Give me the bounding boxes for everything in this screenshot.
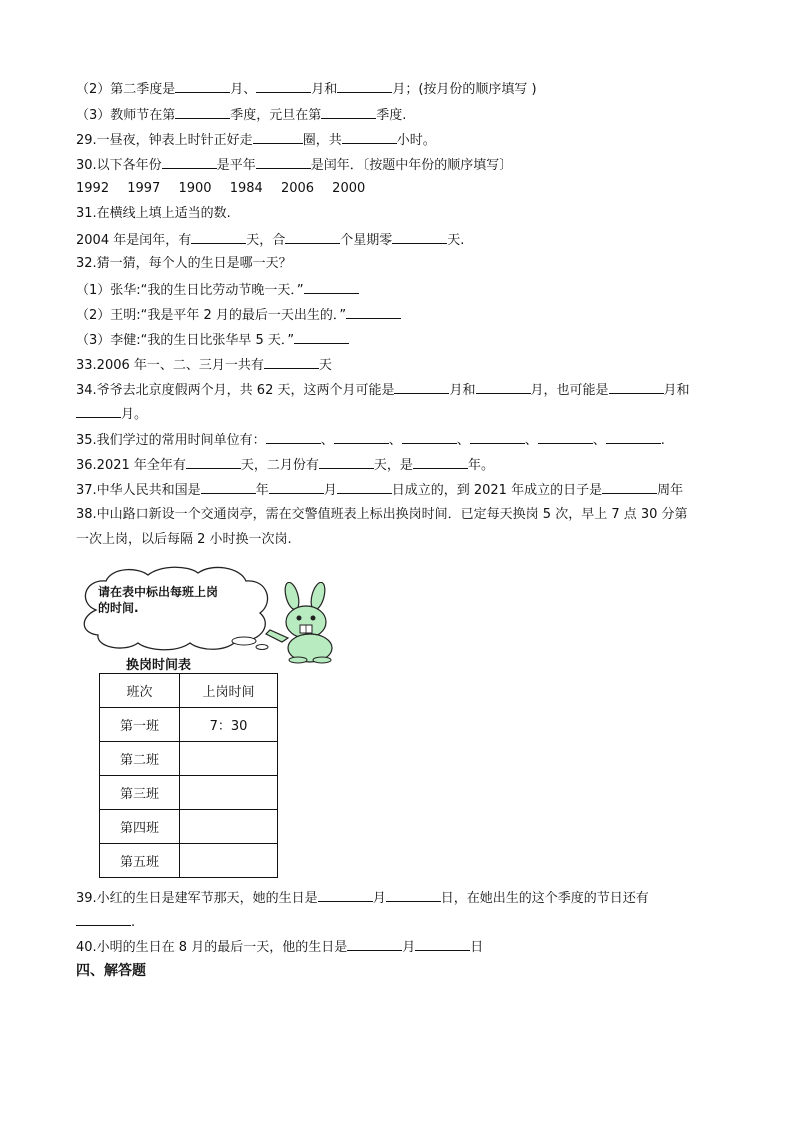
text: 年 [255,483,269,498]
year: 1992 [76,181,110,196]
answer-blank[interactable] [415,938,470,951]
text: 29.一昼夜，钟表上时针正好走 [76,133,253,148]
shift-cell: 第二班 [100,742,180,776]
text: 月。 [121,407,148,422]
table-row [100,708,278,742]
text: 39.小红的生日是建军节那天，她的生日是 [76,891,318,906]
question-29 [76,131,436,149]
section-heading: 四、解答题 [76,963,146,979]
answer-blank[interactable] [470,431,525,444]
table-row [100,810,278,844]
text: 天，是 [373,458,413,473]
text: （1）张华:“我的生日比劳动节晚一天．” [76,283,304,298]
text: 季度，元旦在第 [230,108,322,123]
table-row [100,742,278,776]
text: 33.2006 年一、二、三月一共有 [76,358,264,373]
year-list [76,181,365,197]
text: 月 [402,940,416,955]
shift-cell: 第一班 [100,708,180,742]
answer-blank[interactable] [76,405,121,418]
answer-blank[interactable] [402,431,457,444]
answer-blank[interactable] [337,80,392,93]
text: 35.我们学过的常用时间单位有： [76,433,266,448]
text: 40.小明的生日在 8 月的最后一天，他的生日是 [76,940,348,955]
answer-blank[interactable] [476,381,531,394]
time-cell[interactable] [180,844,278,878]
text: 月，也可能是 [530,383,609,398]
question-32-2 [76,306,401,324]
question-37 [76,481,683,499]
text: 36.2021 年全年有 [76,458,186,473]
answer-blank[interactable] [342,131,397,144]
answer-blank[interactable] [162,156,217,169]
text: （2）第二季度是 [76,82,176,97]
question-34 [76,381,690,399]
text: 月和 [311,82,338,97]
question-31-body [76,231,464,249]
answer-blank[interactable] [392,231,447,244]
text: 天. [447,233,465,248]
year: 2006 [280,181,315,196]
shift-table [99,673,278,878]
answer-blank[interactable] [253,131,303,144]
text: 月和 [449,383,476,398]
question-38-cont: 一次上岗，以后每隔 2 小时换一次岗. [76,532,292,547]
answer-blank[interactable] [386,889,441,902]
time-cell[interactable] [180,742,278,776]
text: 日 [470,940,484,955]
answer-blank[interactable] [175,106,230,119]
text: 是闰年．〔按题中年份的顺序填写〕 [310,158,513,173]
text: 天，二月份有 [240,458,319,473]
text: 月；(按月份的顺序填写 ) [392,82,537,97]
text: . [131,915,136,930]
text: 日成立的，到 2021 年成立的日子是 [391,483,603,498]
answer-blank[interactable] [304,281,359,294]
time-cell[interactable] [180,776,278,810]
rabbit-illustration [262,582,354,664]
question-30 [76,156,512,174]
answer-blank[interactable] [266,431,321,444]
year: 2000 [332,181,366,196]
question-34-cont [76,405,147,423]
answer-blank[interactable] [346,306,401,319]
text: 年。 [467,458,494,473]
answer-blank[interactable] [538,431,593,444]
text: 34.爷爷去北京度假两个月，共 62 天，这两个月可能是 [76,383,395,398]
question-3-sub [76,106,406,124]
text: 2004 年是闰年，有 [76,233,192,248]
answer-blank[interactable] [609,381,664,394]
question-38: 38.中山路口新设一个交通岗亭，需在交警值班表上标出换岗时间．已定每天换岗 5 次，早上 7 点 30 分第 [76,507,688,522]
answer-blank[interactable] [319,456,374,469]
question-33 [76,356,332,374]
question-31: 31.在横线上填上适当的数. [76,206,231,221]
year: 1984 [229,181,263,196]
text: 日，在她出生的这个季度的节日还有 [440,891,649,906]
text: 月 [372,891,386,906]
answer-blank[interactable] [318,889,373,902]
answer-blank[interactable] [76,913,131,926]
text: 37.中华人民共和国是 [76,483,201,498]
question-39 [76,889,649,907]
answer-blank[interactable] [175,80,230,93]
time-cell[interactable] [180,810,278,844]
shift-cell: 第三班 [100,776,180,810]
text: 月、 [230,82,257,97]
answer-blank[interactable] [347,938,402,951]
question-32: 32.猜一猜，每个人的生日是哪一天？ [76,256,292,271]
answer-blank[interactable] [413,456,468,469]
text: 月 [323,483,337,498]
answer-blank[interactable] [191,231,246,244]
text: 天，合 [246,233,286,248]
text: 圈，共 [302,133,342,148]
table-row [100,776,278,810]
answer-blank[interactable] [394,381,449,394]
question-2-sub [76,80,537,98]
year: 1900 [178,181,212,196]
text: 月和 [663,383,690,398]
text: （3）李健:“我的生日比张华早 5 天．” [76,333,295,348]
header-time: 上岗时间 [180,674,278,708]
answer-blank[interactable] [256,80,311,93]
answer-blank[interactable] [285,231,340,244]
answer-blank[interactable] [334,431,389,444]
answer-blank[interactable] [337,481,392,494]
text: 小时。 [396,133,436,148]
answer-blank[interactable] [321,106,376,119]
answer-blank[interactable] [294,331,349,344]
header-shift: 班次 [100,674,180,708]
text: （3）教师节在第 [76,108,176,123]
text: 季度. [376,108,407,123]
answer-blank[interactable] [602,481,657,494]
text: 个星期零 [340,233,393,248]
text: （2）王明:“我是平年 2 月的最后一天出生的．” [76,308,347,323]
question-32-1 [76,281,359,299]
text: 30.以下各年份 [76,158,162,173]
year: 1997 [127,181,161,196]
answer-blank[interactable] [201,481,256,494]
question-36 [76,456,494,474]
answer-blank[interactable] [606,431,661,444]
text: 天 [318,358,332,373]
shift-cell: 第四班 [100,810,180,844]
time-cell: 7：30 [180,708,278,742]
text: 周年 [657,483,684,498]
answer-blank[interactable] [269,481,324,494]
answer-blank[interactable] [256,156,311,169]
answer-blank[interactable] [264,356,319,369]
table-row [100,844,278,878]
question-40 [76,938,483,956]
question-39-cont [76,913,135,931]
question-32-3 [76,331,349,349]
question-35: 35.我们学过的常用时间单位有： 、 、 、 、 、 . [76,433,665,448]
answer-blank[interactable] [186,456,241,469]
table-title: 换岗时间表 [126,658,192,673]
text: 是平年 [216,158,256,173]
bubble-text: 请在表中标出每班上岗 的时间. [98,585,219,615]
shift-cell: 第五班 [100,844,180,878]
table-header-row [100,674,278,708]
